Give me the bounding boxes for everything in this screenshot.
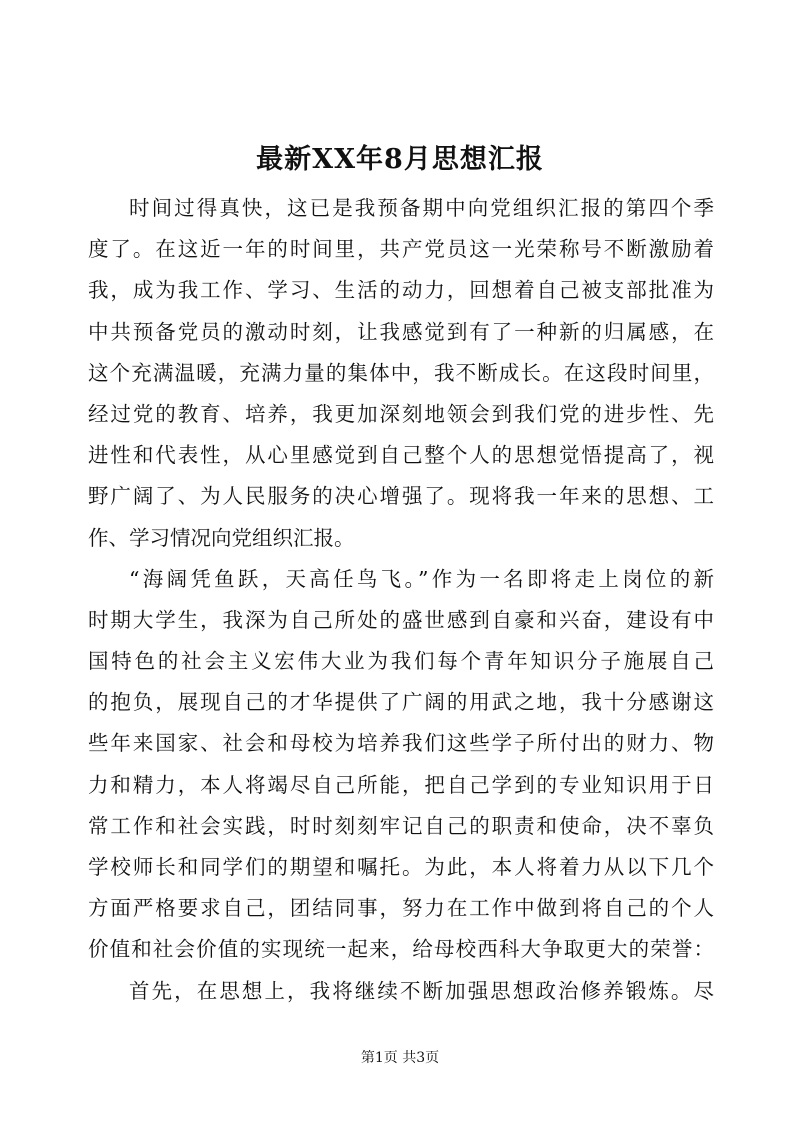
paragraph-1-line-7: 进性和代表性，从心里感觉到自己整个人的思想觉悟提高了，视 <box>88 443 714 468</box>
paragraph-1-line-1: 时间过得真快，这已是我预备期中向党组织汇报的第四个季 <box>129 196 714 220</box>
paragraph-1-line-5: 这个充满温暖，充满力量的集体中，我不断成长。在这段时间里， <box>88 360 714 385</box>
paragraph-2-line-4: 的抱负，展现自己的才华提供了广阔的用武之地，我十分感谢这 <box>88 690 714 715</box>
paragraph-1-line-8: 野广阔了、为人民服务的决心增强了。现将我一年来的思想、工 <box>88 484 714 509</box>
page-footer: 第1页 共3页 <box>360 1050 440 1066</box>
paragraph-2-line-3: 国特色的社会主义宏伟大业为我们每个青年知识分子施展自己 <box>88 649 714 674</box>
document-body <box>88 188 714 1012</box>
paragraph-1-line-6: 经过党的教育、培养，我更加深刻地领会到我们党的进步性、先 <box>88 401 714 426</box>
paragraph-2-line-5: 些年来国家、社会和母校为培养我们这些学子所付出的财力、物 <box>88 731 714 756</box>
paragraph-3-line-1: 首先，在思想上，我将继续不断加强思想政治修养锻炼。尽 <box>129 978 714 1003</box>
paragraph-2-line-8: 学校师长和同学们的期望和嘱托。为此，本人将着力从以下几个 <box>88 855 714 879</box>
paragraph-1-line-2: 度了。在这近一年的时间里，共产党员这一光荣称号不断激励着 <box>88 237 714 262</box>
document-title: 最新XX年8月思想汇报 <box>256 144 544 175</box>
paragraph-2-line-1: “海阔凭鱼跃，天高任鸟飞。”作为一名即将走上岗位的新 <box>129 566 714 591</box>
paragraph-1-line-4: 中共预备党员的激动时刻，让我感觉到有了一种新的归属感，在 <box>88 319 714 344</box>
paragraph-2-line-9: 方面严格要求自己，团结同事，努力在工作中做到将自己的个人 <box>88 896 714 921</box>
paragraph-1-line-9: 作、学习情况向党组织汇报。 <box>88 525 355 550</box>
paragraph-1-line-3: 我，成为我工作、学习、生活的动力，回想着自己被支部批准为 <box>88 278 714 303</box>
paragraph-2-line-10: 价值和社会价值的实现统一起来，给母校西科大争取更大的荣誉： <box>88 937 714 962</box>
paragraph-2-line-7: 常工作和社会实践，时时刻刻牢记自己的职责和使命，决不辜负 <box>88 813 714 838</box>
paragraph-2-line-6: 力和精力，本人将竭尽自己所能，把自己学到的专业知识用于日 <box>88 772 714 797</box>
paragraph-2-line-2: 时期大学生，我深为自己所处的盛世感到自豪和兴奋，建设有中 <box>88 607 714 632</box>
